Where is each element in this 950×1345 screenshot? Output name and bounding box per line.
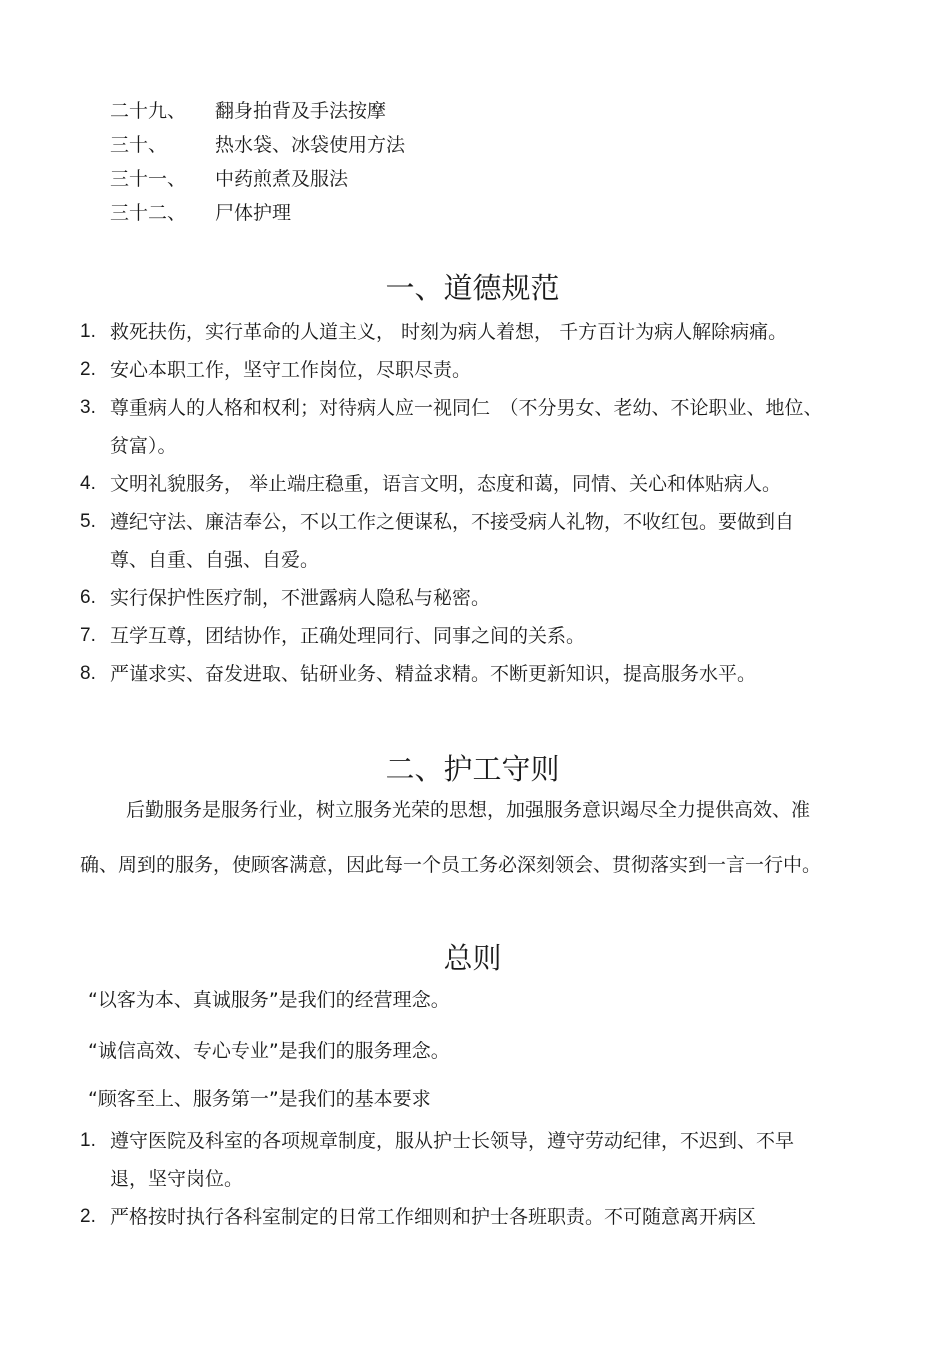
toc-number: 二十九、 — [110, 100, 187, 122]
toc-number: 三十二、 — [110, 202, 187, 224]
section-heading-rules: 二、护工守则 — [385, 752, 560, 786]
item-number: 2. — [80, 1206, 96, 1227]
motto-line: “以客为本、真诚服务”是我们的经营理念。 — [88, 989, 450, 1011]
toc-list — [110, 96, 610, 232]
item-text: 遵守医院及科室的各项规章制度，服从护士长领导，遵守劳动纪律，不迟到、不早退，坚守岗位。 — [110, 1130, 795, 1190]
item-number: 1. — [80, 1130, 96, 1151]
toc-entry — [110, 164, 610, 198]
item-text: 文明礼貌服务， 举止端庄稳重，语言文明，态度和蔼，同情、关心和体贴病人。 — [110, 473, 782, 495]
list-item — [80, 1198, 880, 1236]
toc-number: 三十、 — [110, 134, 168, 156]
list-item — [80, 655, 880, 693]
toc-number: 三十一、 — [110, 168, 187, 190]
intro-paragraph: 后勤服务是服务行业，树立服务光荣的思想，加强服务意识竭尽全力提供高效、准确、周到的服务，使顾客满意，因此每一个员工务必深刻领会、贯彻落实到一言一行中。 — [80, 799, 822, 876]
item-number: 8. — [80, 663, 96, 684]
item-text: 尊重病人的人格和权利；对待病人应一视同仁 （不分男女、老幼、不论职业、地位、贫富）。 — [110, 397, 823, 457]
list-item — [80, 579, 880, 617]
list-item — [80, 1122, 830, 1198]
item-number: 5. — [80, 511, 96, 532]
toc-title: 尸体护理 — [215, 202, 292, 224]
item-text: 互学互尊，团结协作，正确处理同行、同事之间的关系。 — [110, 625, 586, 647]
item-number: 1. — [80, 321, 96, 342]
item-text: 严格按时执行各科室制定的日常工作细则和护士各班职责。不可随意离开病区 — [110, 1206, 757, 1228]
motto-line: “顾客至上、服务第一”是我们的基本要求 — [88, 1088, 431, 1110]
item-number: 7. — [80, 625, 96, 646]
ethics-list — [80, 313, 880, 693]
item-text: 救死扶伤，实行革命的人道主义， 时刻为病人着想， 千方百计为病人解除病痛。 — [110, 321, 788, 343]
subheading-general: 总则 — [443, 941, 502, 975]
item-text: 严谨求实、奋发进取、钻研业务、精益求精。不断更新知识，提高服务水平。 — [110, 663, 757, 685]
item-number: 4. — [80, 473, 96, 494]
list-item — [80, 503, 830, 579]
list-item — [80, 313, 880, 351]
list-item — [80, 351, 880, 389]
item-number: 2. — [80, 359, 96, 380]
motto-line: “诚信高效、专心专业”是我们的服务理念。 — [88, 1040, 450, 1062]
list-item — [80, 465, 880, 503]
toc-title: 翻身拍背及手法按摩 — [215, 100, 387, 122]
item-number: 6. — [80, 587, 96, 608]
item-text: 遵纪守法、廉洁奉公，不以工作之便谋私，不接受病人礼物，不收红包。要做到自尊、自重、自强、自爱。 — [110, 511, 795, 571]
toc-entry — [110, 130, 610, 164]
toc-title: 热水袋、冰袋使用方法 — [215, 134, 406, 156]
list-item — [80, 617, 880, 655]
list-item — [80, 389, 830, 465]
toc-title: 中药煎煮及服法 — [215, 168, 349, 190]
toc-entry — [110, 96, 610, 130]
item-number: 3. — [80, 397, 96, 418]
rules-list — [80, 1122, 880, 1236]
toc-entry — [110, 198, 610, 232]
section-heading-ethics: 一、道德规范 — [385, 271, 560, 305]
item-text: 实行保护性医疗制，不泄露病人隐私与秘密。 — [110, 587, 491, 609]
item-text: 安心本职工作，坚守工作岗位，尽职尽责。 — [110, 359, 472, 381]
